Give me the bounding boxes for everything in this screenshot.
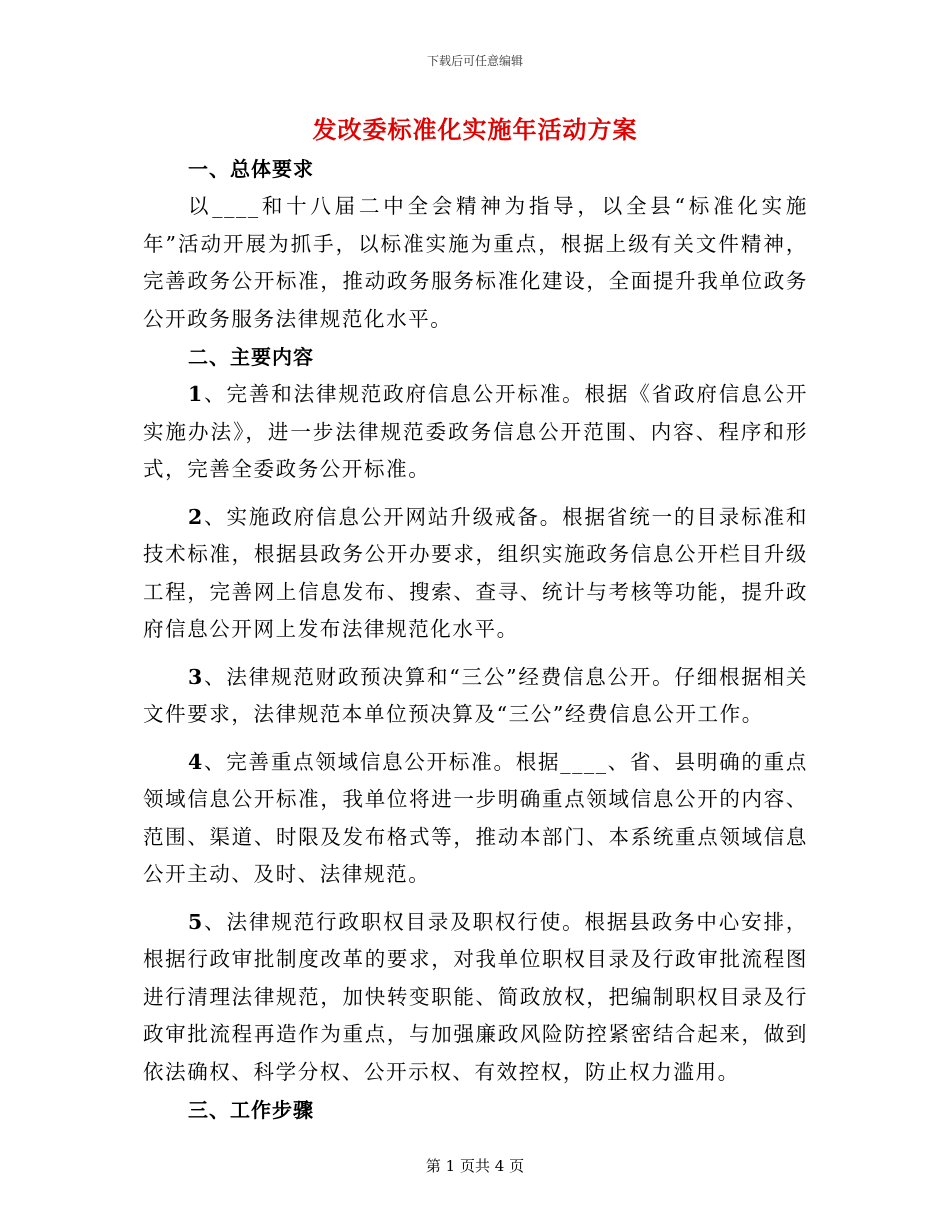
list-item-text: 、完善重点领域信息公开标准。根据____、省、县明确的重点领域信息公开标准，我单位将进一步明确重点领域信息公开的内容、范围、渠道、时限及发布格式等，推动本部门、本系统重点领域信息公开主动、及时、法律规范。 <box>143 749 808 886</box>
header-note: 下载后可任意编辑 <box>426 54 523 68</box>
section-heading-overall-requirements: 一、总体要求 <box>188 157 314 181</box>
page-footer: 第 1 页共 4 页 <box>425 1157 525 1175</box>
list-item-number: 2 <box>188 504 204 529</box>
list-item-number: 5 <box>188 909 204 934</box>
list-item-text: 、法律规范行政职权目录及职权行使。根据县政务中心安排，根据行政审批制度改革的要求，对我单位职权目录及行政审批流程图进行清理法律规范，加快转变职能、简政放权，把编制职权目录及行政审批流程再造作为重点，与加强廉政风险防控紧密结合起来，做到依法确权、科学分权、公开示权、有效控权，防止权力滥用。 <box>143 909 808 1084</box>
list-item-1 <box>143 376 808 489</box>
list-item-4 <box>143 744 808 894</box>
document-title: 发改委标准化实施年活动方案 <box>312 115 638 144</box>
list-item-text: 、实施政府信息公开网站升级戒备。根据省统一的目录标准和技术标准，根据县政务公开办要求，组织实施政务信息公开栏目升级工程，完善网上信息发布、搜索、查寻、统计与考核等功能，提升政府信息公开网上发布法律规范化水平。 <box>143 504 808 641</box>
list-item-number: 3 <box>188 664 204 689</box>
list-item-number: 1 <box>188 382 204 406</box>
section-heading-main-content: 二、主要内容 <box>188 345 314 369</box>
list-item-2 <box>143 499 808 649</box>
section-heading-work-steps: 三、工作步骤 <box>188 1098 314 1122</box>
list-item-text: 、法律规范财政预决算和“三公”经费信息公开。仔细根据相关文件要求，法律规范本单位预决算及“三公”经费信息公开工作。 <box>143 664 808 726</box>
list-item-5 <box>143 904 808 1092</box>
list-item-text: 、完善和法律规范政府信息公开标准。根据《省政府信息公开实施办法》，进一步法律规范委政务信息公开范围、内容、程序和形式，完善全委政务公开标准。 <box>143 382 808 481</box>
list-item-3 <box>143 659 808 734</box>
list-item-number: 4 <box>188 749 204 774</box>
document-body <box>143 150 808 1129</box>
paragraph-overall-requirements: 以____和十八届二中全会精神为指导，以全县“标准化实施年”活动开展为抓手，以标准实施为重点，根据上级有关文件精神，完善政务公开标准，推动政务服务标准化建设，全面提升我单位政务公开政务服务法律规范化水平。 <box>143 194 808 331</box>
